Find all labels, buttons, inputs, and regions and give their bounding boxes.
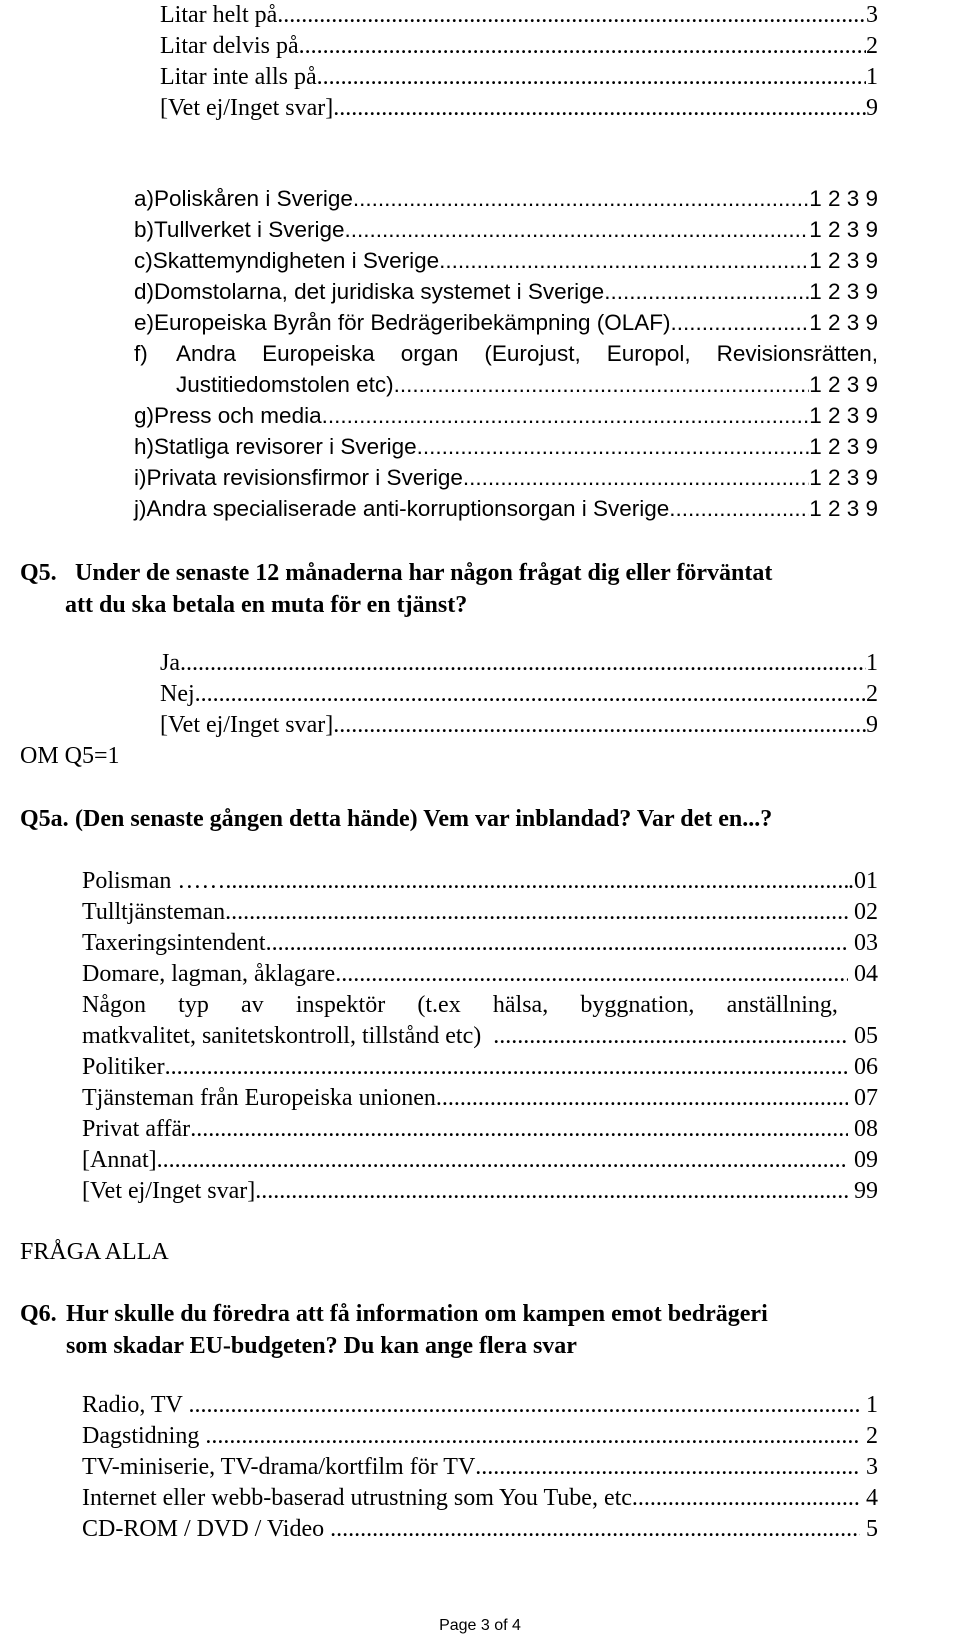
answer-option: Internet eller webb-baserad utrustning som You Tube, etc ..... 4	[82, 1483, 878, 1513]
question-text: Hur skulle du föredra att få information om kampen emot bedrägeri som skadar EU-budgeten? Du kan ange flera svar	[66, 1301, 768, 1359]
answer-option: Ja ..... 1	[160, 648, 878, 678]
trust-item: g) Press och media ..... 1 2 3 9	[134, 401, 878, 431]
question-number: Q6.	[20, 1301, 57, 1327]
scale-option: Litar delvis på ..... 2	[160, 31, 878, 61]
trust-item: j) Andra specialiserade anti-korruptionsorgan i Sverige ..... 1 2 3 9	[134, 494, 878, 524]
trust-item-continuation: Justitiedomstolen etc) ..... 1 2 3 9	[176, 370, 878, 400]
scale-option: [Vet ej/Inget svar] ..... 9	[160, 93, 878, 123]
page-number: Page 3 of 4	[439, 1617, 521, 1634]
answer-option: Radio, TV ..... 1	[82, 1390, 878, 1420]
trust-item: h) Statliga revisorer i Sverige ..... 1 2 3 9	[134, 432, 878, 462]
answer-option: CD-ROM / DVD / Video ..... 5	[82, 1514, 878, 1544]
answer-option: Tjänsteman från Europeiska unionen ..... 07	[82, 1083, 878, 1113]
answer-option: Polisman …… ..... .01	[82, 866, 878, 896]
trust-item: i) Privata revisionsfirmor i Sverige ..... 1 2 3 9	[134, 463, 878, 493]
trust-item: a) Poliskåren i Sverige ..... 1 2 3 9	[134, 184, 878, 214]
trust-item: b) Tullverket i Sverige ..... 1 2 3 9	[134, 215, 878, 245]
answer-option: Någon typ av inspektör (t.ex hälsa, byggnation, anställning,	[82, 992, 838, 1018]
answer-option: Taxeringsintendent ..... 03	[82, 928, 878, 958]
question-text: (Den senaste gången detta hände) Vem var inblandad? Var det en...?	[75, 806, 773, 832]
answer-option: [Annat] ..... 09	[82, 1145, 878, 1175]
trust-item: c) Skattemyndigheten i Sverige ..... 1 2 3 9	[134, 246, 878, 276]
trust-item-text: Andra Europeiska organ (Eurojust, Europol, Revisionsrätten,	[176, 341, 878, 366]
answer-option: TV-miniserie, TV-drama/kortfilm för TV ..... 3	[82, 1452, 878, 1482]
trust-item: d) Domstolarna, det juridiska systemet i Sverige ..... 1 2 3 9	[134, 277, 878, 307]
answer-option: Nej ..... 2	[160, 679, 878, 709]
answer-option: Domare, lagman, åklagare ..... 04	[82, 959, 878, 989]
question-number: Q5.	[20, 560, 57, 586]
answer-option: [Vet ej/Inget svar] ..... 99	[82, 1176, 878, 1206]
answer-option: Privat affär ..... 08	[82, 1114, 878, 1144]
scale-option: Litar inte alls på ..... 1	[160, 62, 878, 92]
filter-instruction: OM Q5=1	[20, 743, 120, 769]
filter-instruction: FRÅGA ALLA	[20, 1239, 169, 1265]
answer-option: [Vet ej/Inget svar] ..... 9	[160, 710, 878, 740]
answer-option: Tulltjänsteman ..... 02	[82, 897, 878, 927]
answer-option: Politiker ..... 06	[82, 1052, 878, 1082]
question-text: Under de senaste 12 månaderna har någon frågat dig eller förväntat att du ska betala en muta för en tjänst?	[65, 560, 773, 618]
answer-option: Dagstidning ..... 2	[82, 1421, 878, 1451]
answer-option-continuation: matkvalitet, sanitetskontroll, tillstånd etc) ..... 05	[82, 1021, 878, 1051]
question-number: Q5a.	[20, 806, 69, 832]
scale-option: Litar helt på ..... 3	[160, 0, 878, 30]
trust-item: f) Andra Europeiska organ (Eurojust, Europol, Revisionsrätten,	[134, 339, 878, 369]
trust-item: e) Europeiska Byrån för Bedrägeribekämpning (OLAF) ..... 1 2 3 9	[134, 308, 878, 338]
